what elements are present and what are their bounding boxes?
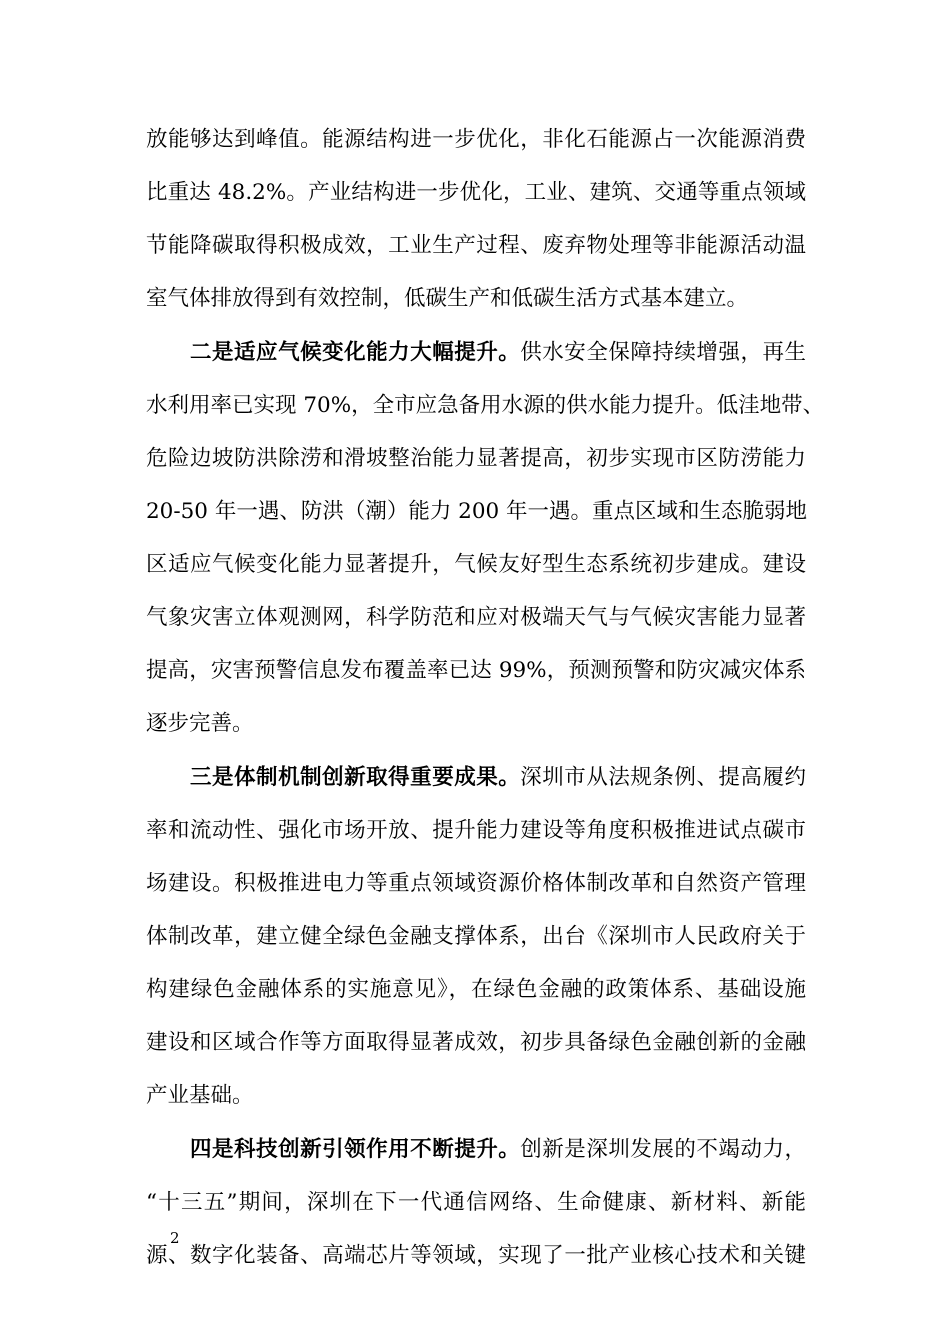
paragraph-3-heading: 三是体制机制创新取得重要成果。 — [190, 765, 521, 790]
paragraph-4-line-1 — [190, 1136, 806, 1164]
paragraph-2-line-6: 气象灾害立体观测网，科学防范和应对极端天气与气候灾害能力显著 — [146, 605, 806, 630]
paragraph-1-line-2: 比重达 48.2%。产业结构进一步优化，工业、建筑、交通等重点领域 — [146, 180, 806, 205]
paragraph-4-line-3: 源、数字化装备、高端芯片等领域，实现了一批产业核心技术和关键 — [146, 1243, 806, 1268]
paragraph-2-line-8: 逐步完善。 — [146, 711, 254, 736]
paragraph-2-line-1 — [190, 339, 806, 367]
paragraph-3-line-4: 体制改革，建立健全绿色金融支撑体系，出台《深圳市人民政府关于 — [146, 924, 806, 949]
paragraph-3-line-5: 构建绿色金融体系的实施意见》，在绿色金融的政策体系、基础设施 — [146, 977, 806, 1002]
paragraph-4-line-2: “十三五”期间，深圳在下一代通信网络、生命健康、新材料、新能 — [146, 1190, 806, 1215]
paragraph-3-line-3: 场建设。积极推进电力等重点领域资源价格体制改革和自然资产管理 — [146, 871, 806, 896]
paragraph-2-line-4: 20-50 年一遇、防洪（潮）能力 200 年一遇。重点区域和生态脆弱地 — [146, 499, 808, 524]
paragraph-1-line-4: 室气体排放得到有效控制，低碳生产和低碳生活方式基本建立。 — [146, 286, 749, 311]
paragraph-2-line-3: 危险边坡防洪除涝和滑坡整治能力显著提高，初步实现市区防涝能力 — [146, 446, 806, 471]
paragraph-2-heading: 二是适应气候变化能力大幅提升。 — [190, 340, 521, 365]
paragraph-3-line-1 — [190, 764, 806, 792]
paragraph-3-line-2: 率和流动性、强化市场开放、提升能力建设等角度积极推进试点碳市 — [146, 818, 806, 843]
page-number: 2 — [170, 1229, 180, 1247]
paragraph-2-first-line-text: 供水安全保障持续增强，再生 — [520, 340, 806, 365]
paragraph-1-line-3: 节能降碳取得积极成效，工业生产过程、废弃物处理等非能源活动温 — [146, 233, 806, 258]
paragraph-2-line-2: 水利用率已实现 70%，全市应急备用水源的供水能力提升。低洼地带、 — [146, 393, 825, 418]
paragraph-1-line-1: 放能够达到峰值。能源结构进一步优化，非化石能源占一次能源消费 — [146, 127, 806, 152]
paragraph-2-line-7: 提高，灾害预警信息发布覆盖率已达 99%，预测预警和防灾减灾体系 — [146, 658, 806, 683]
paragraph-2-line-5: 区适应气候变化能力显著提升，气候友好型生态系统初步建成。建设 — [146, 552, 806, 577]
paragraph-3-line-6: 建设和区域合作等方面取得显著成效，初步具备绿色金融创新的金融 — [146, 1030, 806, 1055]
paragraph-4-heading: 四是科技创新引领作用不断提升。 — [190, 1137, 521, 1162]
paragraph-3-first-line-text: 深圳市从法规条例、提高履约 — [520, 765, 806, 790]
paragraph-4-first-line-text: 创新是深圳发展的不竭动力， — [520, 1137, 806, 1162]
paragraph-3-line-7: 产业基础。 — [146, 1083, 254, 1108]
